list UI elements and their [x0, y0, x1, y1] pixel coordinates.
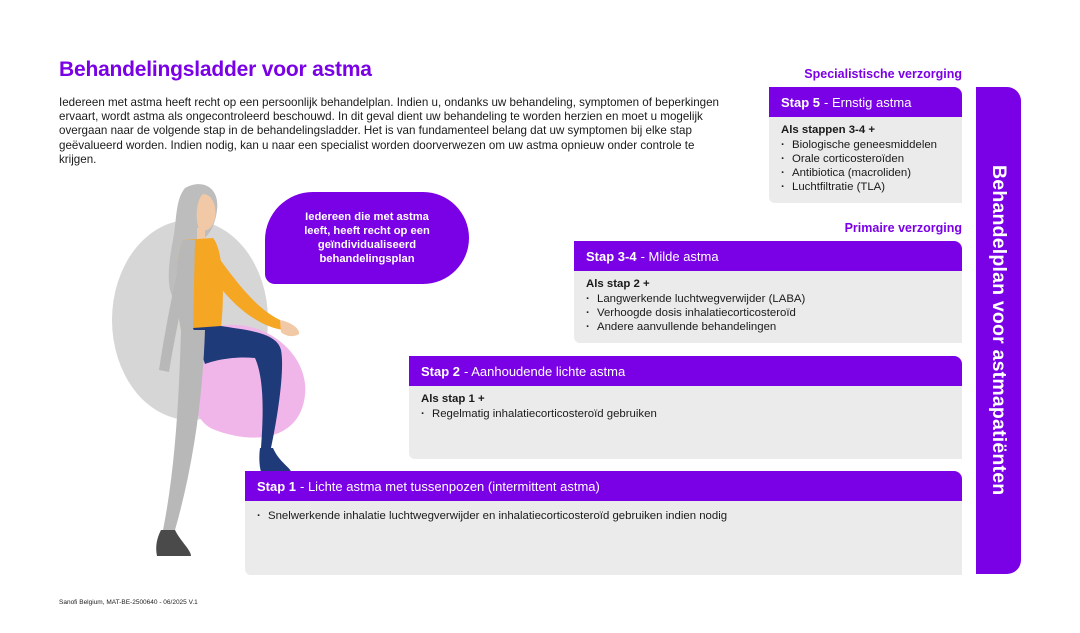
list-item: · Luchtfiltratie (TLA) [781, 180, 950, 194]
step-2-body [409, 386, 962, 459]
step-2-card [409, 356, 962, 459]
list-item: · Orale corticosteroïden [781, 152, 950, 166]
list-item: · Biologische geneesmiddelen [781, 138, 950, 152]
step-1-body [245, 501, 962, 575]
step-5-body [769, 117, 962, 203]
step-1-list [257, 509, 950, 523]
step-3-4-header [574, 241, 962, 271]
step-2-desc: - Aanhoudende lichte astma [464, 363, 626, 379]
list-item: · Langwerkende luchtwegverwijder (LABA) [586, 292, 950, 306]
step-3-4-card [574, 241, 962, 343]
speech-bubble-text: Iedereen die met astma leeft, heeft recht op een geïndividualiseerd behandelingsplan [304, 211, 430, 265]
intro-paragraph: Iedereen met astma heeft recht op een persoonlijk behandelplan. Indien u, ondanks uw behandeling, symptomen of beperkingen ervaart, wordt astma als ongecontroleerd beschouwd. In dit geval dient uw behandeling te worden herzien en moet u mogelijk overgaan naar de volgende stap in de behandelingsladder. Het is van fundamenteel belang dat uw symptomen bij elke stap geëvalueerd worden. Indien nodig, kan u naar een specialist worden doorverwezen om uw astma opnieuw onder controle te krijgen. [59, 96, 720, 166]
step-5-card [769, 87, 962, 203]
step-2-list [421, 407, 950, 421]
step-5-header [769, 87, 962, 117]
step-3-4-name: Stap 3-4 [586, 248, 637, 264]
step-1-header [245, 471, 962, 501]
list-item: · Antibiotica (macroliden) [781, 166, 950, 180]
section-label-primary: Primaire verzorging [844, 221, 962, 235]
step-5-lead: Als stappen 3-4 + [781, 124, 876, 136]
footer-reference: Sanofi Belgium, MAT-BE-2500640 - 06/2025 V.1 [59, 599, 198, 606]
list-item: · Snelwerkende inhalatie luchtwegverwijder en inhalatiecorticosteroïd gebruiken indien nodig [257, 509, 950, 523]
step-5-desc: - Ernstig astma [824, 94, 912, 110]
sidebar-title: Behandelplan voor astmapatiënten [988, 165, 1010, 496]
step-1-name: Stap 1 [257, 478, 297, 494]
section-label-specialist: Specialistische verzorging [804, 67, 962, 81]
step-3-4-lead: Als stap 2 + [586, 278, 650, 290]
step-2-lead: Als stap 1 + [421, 393, 485, 405]
speech-bubble [265, 192, 469, 284]
step-1-desc: - Lichte astma met tussenpozen (intermittent astma) [300, 478, 600, 494]
list-item: · Verhoogde dosis inhalatiecorticosteroïd [586, 306, 950, 320]
page-title: Behandelingsladder voor astma [59, 58, 372, 81]
list-item: · Regelmatig inhalatiecorticosteroïd gebruiken [421, 407, 950, 421]
step-2-header [409, 356, 962, 386]
step-3-4-desc: - Milde astma [640, 248, 719, 264]
step-3-4-list [586, 292, 950, 334]
list-item: · Andere aanvullende behandelingen [586, 320, 950, 334]
sidebar-banner [976, 87, 1021, 574]
step-5-name: Stap 5 [781, 94, 821, 110]
step-1-card [245, 471, 962, 575]
step-3-4-body [574, 271, 962, 343]
step-5-list [781, 138, 950, 194]
step-2-name: Stap 2 [421, 363, 461, 379]
